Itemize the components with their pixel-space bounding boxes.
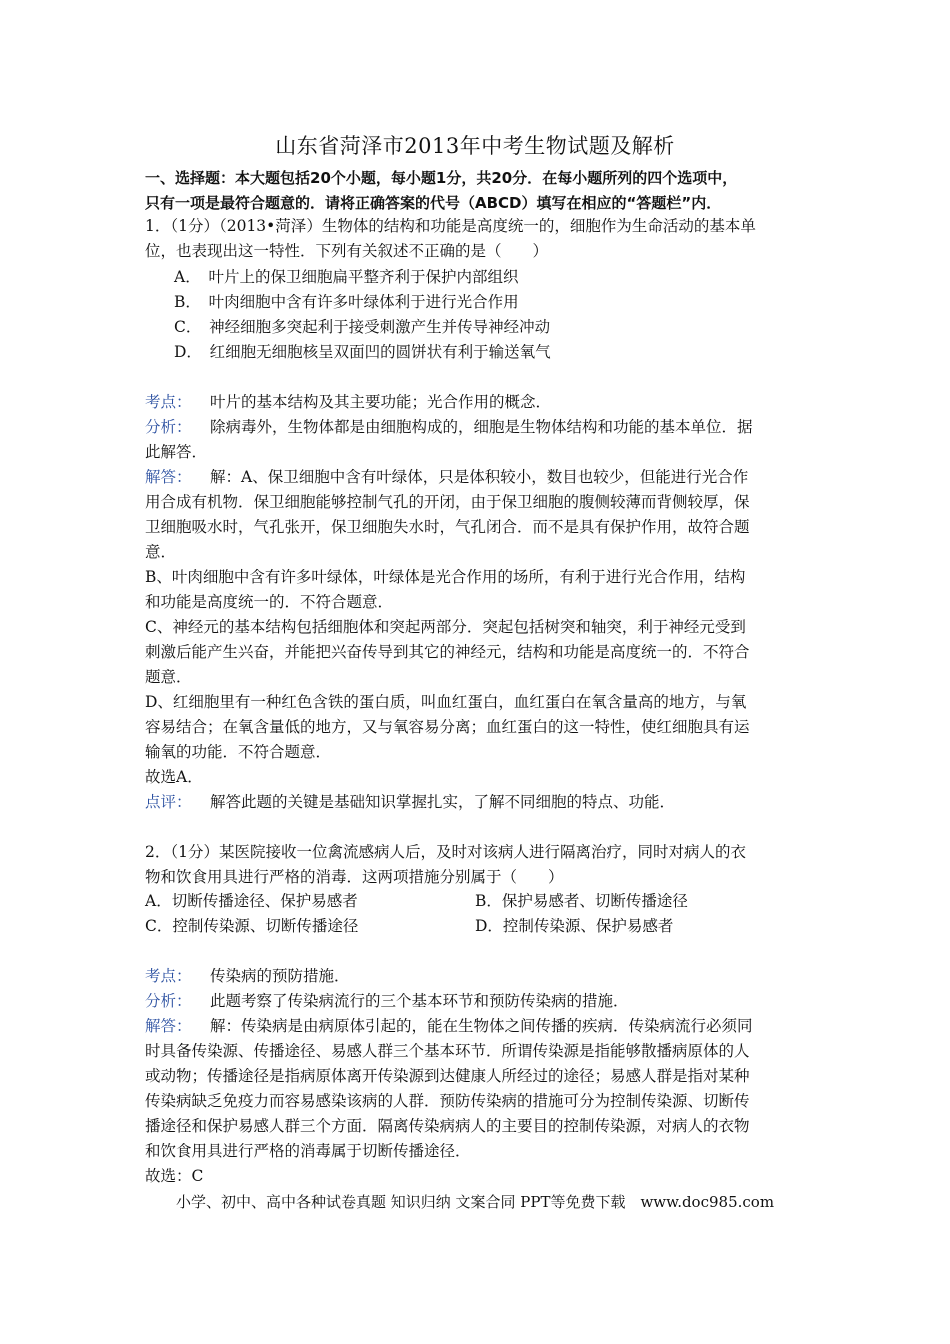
q1-jieda-line: 解：A、保卫细胞中含有叶绿体，只是体积较小，数目也较少，但能进行光合作 (210, 468, 749, 486)
q1-fenxi-label: 分析： (145, 418, 192, 436)
section-heading-line-1: 一、选择题：本大题包括20个小题，每小题1分，共20分．在每小题所列的四个选项中， (145, 169, 738, 187)
q2-fenxi-text: 此题考察了传染病流行的三个基本环节和预防传染病的措施． (210, 992, 629, 1010)
q2-jieda-line: 播途径和保护易感人群三个方面．隔离传染病病人的主要目的控制传染源，对病人的衣物 (145, 1117, 750, 1135)
q1-jieda-line: 和功能是高度统一的．不符合题意． (145, 593, 394, 611)
q2-jieda-line: 时具备传染源、传播途径、易感人群三个基本环节．所谓传染源是指能够散播病原体的人 (145, 1042, 750, 1060)
q2-option-a: A．切断传播途径、保护易感者 (145, 892, 358, 910)
q2-jieda-label: 解答： (145, 1017, 192, 1035)
q1-jieda-line: C、神经元的基本结构包括细胞体和突起两部分．突起包括树突和轴突，利于神经元受到 (145, 618, 746, 636)
q1-fenxi-line-2: 此解答． (145, 443, 208, 461)
q2-jieda-line: 解：传染病是由病原体引起的，能在生物体之间传播的疾病．传染病流行必须同 (210, 1017, 753, 1035)
page-footer: 小学、初中、高中各种试卷真题 知识归纳 文案合同 PPT等免费下载 www.doc985.com (175, 1193, 775, 1211)
q2-fenxi (145, 989, 810, 1014)
q1-jieda-line: 用合成有机物．保卫细胞能够控制气孔的开闭，由于保卫细胞的腹侧较薄而背侧较厚，保 (145, 493, 750, 511)
page-title: 山东省菏泽市2013年中考生物试题及解析 (275, 134, 675, 158)
q1-jieda (145, 465, 810, 490)
q2-kaodian (145, 964, 810, 989)
q2-answer: 故选：C (145, 1167, 204, 1185)
q2-kaodian-text: 传染病的预防措施． (210, 967, 350, 985)
q1-jieda-line: 意． (145, 543, 177, 561)
q1-jieda-line: B、叶肉细胞中含有许多叶绿体，叶绿体是光合作用的场所，有利于进行光合作用，结构 (145, 568, 746, 586)
q1-fenxi-text: 除病毒外，生物体都是由细胞构成的，细胞是生物体结构和功能的基本单位．据 (210, 418, 753, 436)
q1-option-d: D． 红细胞无细胞核呈双面凹的圆饼状有利于输送氧气 (174, 343, 551, 361)
q1-fenxi (145, 415, 810, 440)
q2-stem-line-2: 物和饮食用具进行严格的消毒．这两项措施分别属于（ ） (145, 868, 564, 886)
q1-jieda-label: 解答： (145, 468, 192, 486)
q2-option-d: D．控制传染源、保护易感者 (475, 917, 674, 935)
q1-option-b: B． 叶肉细胞中含有许多叶绿体利于进行光合作用 (174, 293, 519, 311)
q1-option-a: A． 叶片上的保卫细胞扁平整齐利于保护内部组织 (174, 268, 519, 286)
q1-dianping-label: 点评： (145, 793, 192, 811)
q1-kaodian (145, 390, 810, 415)
q2-jieda-line: 或动物；传播途径是指病原体离开传染源到达健康人所经过的途径；易感人群是指对某种 (145, 1067, 750, 1085)
q2-fenxi-label: 分析： (145, 992, 192, 1010)
q2-option-c: C．控制传染源、切断传播途径 (145, 917, 359, 935)
q1-jieda-line: 卫细胞吸水时，气孔张开，保卫细胞失水时，气孔闭合．而不是具有保护作用，故符合题 (145, 518, 750, 536)
q1-jieda-line: 输氧的功能．不符合题意． (145, 743, 332, 761)
q1-jieda-line: 容易结合；在氧含量低的地方，又与氧容易分离；血红蛋白的这一特性，使红细胞具有运 (145, 718, 750, 736)
q1-answer: 故选A． (145, 768, 203, 786)
q2-kaodian-label: 考点： (145, 967, 192, 985)
q1-dianping-text: 解答此题的关键是基础知识掌握扎实，了解不同细胞的特点、功能． (210, 793, 676, 811)
q2-option-b: B．保护易感者、切断传播途径 (475, 892, 688, 910)
q1-kaodian-text: 叶片的基本结构及其主要功能；光合作用的概念． (210, 393, 552, 411)
q1-dianping (145, 790, 810, 815)
q1-jieda-line: 题意． (145, 668, 192, 686)
q2-jieda (145, 1014, 810, 1039)
q1-option-c: C． 神经细胞多突起利于接受刺激产生并传导神经冲动 (174, 318, 551, 336)
q1-jieda-line: 刺激后能产生兴奋，并能把兴奋传导到其它的神经元，结构和功能是高度统一的．不符合 (145, 643, 750, 661)
q2-stem-line-1: 2．（1分）某医院接收一位禽流感病人后，及时对该病人进行隔离治疗，同时对病人的衣 (145, 843, 746, 861)
q1-stem-line-2: 位，也表现出这一特性．下列有关叙述不正确的是（ ） (145, 242, 549, 260)
section-heading-line-2: 只有一项是最符合题意的．请将正确答案的代号（ABCD）填写在相应的“答题栏”内． (145, 194, 722, 212)
q2-jieda-line: 传染病缺乏免疫力而容易感染该病的人群．预防传染病的措施可分为控制传染源、切断传 (145, 1092, 750, 1110)
q1-jieda-line: D、红细胞里有一种红色含铁的蛋白质，叫血红蛋白，血红蛋白在氧含量高的地方，与氧 (145, 693, 747, 711)
q1-stem-line-1: 1．（1分）（2013•菏泽）生物体的结构和功能是高度统一的，细胞作为生命活动的基本单 (145, 217, 756, 235)
q2-jieda-line: 和饮食用具进行严格的消毒属于切断传播途径． (145, 1142, 471, 1160)
q1-kaodian-label: 考点： (145, 393, 192, 411)
